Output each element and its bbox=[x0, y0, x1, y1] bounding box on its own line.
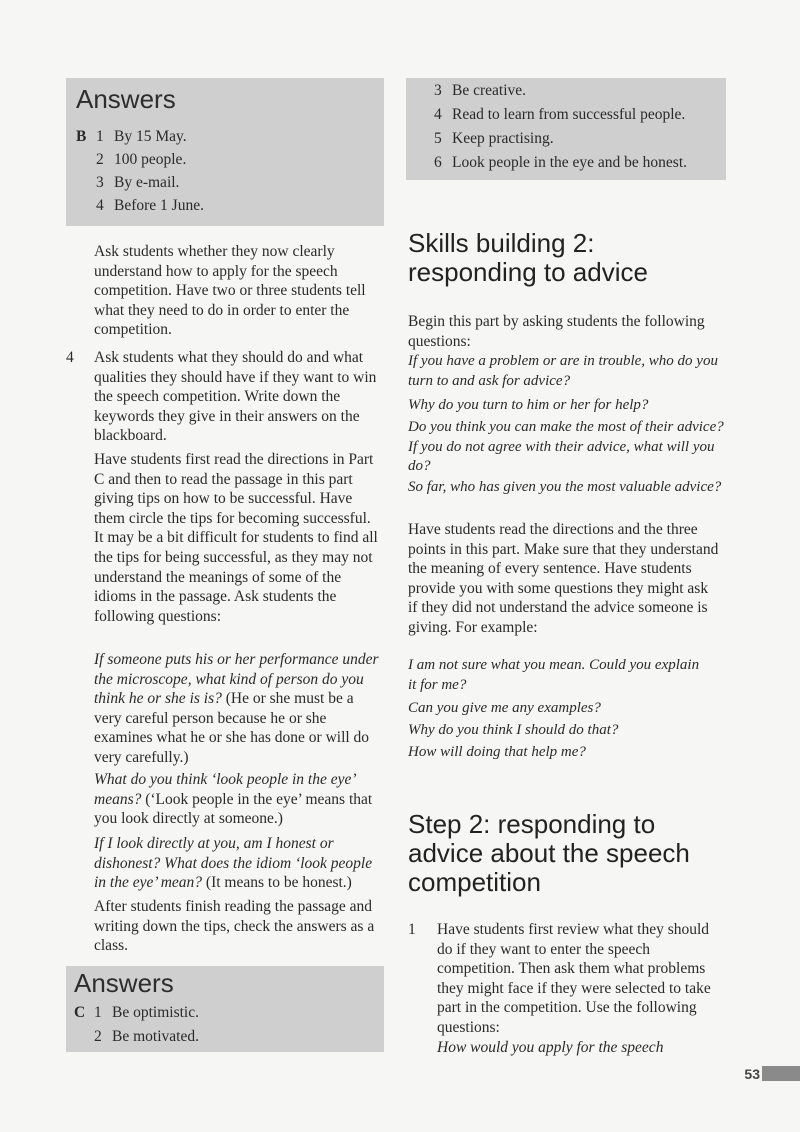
answer-section-label: B bbox=[76, 128, 87, 145]
question-advice-3: Do you think you can make the most of their advice? If you do not agree with their advice, what will you do? bbox=[408, 419, 724, 475]
section-heading-step-2: Step 2: responding to advice about the speech competition bbox=[408, 809, 690, 897]
answer-item: B 1 By 15 May. bbox=[76, 128, 187, 145]
paragraph-check-answers: After students finish reading the passage and writing down the tips, check the answers as a class. bbox=[94, 898, 375, 955]
answers-box-c-continued bbox=[406, 78, 726, 180]
answer-item: 4 Before 1 June. bbox=[96, 197, 204, 214]
question-apply: How would you apply for the speech bbox=[437, 1039, 664, 1056]
answers-box-c bbox=[66, 966, 384, 1052]
paragraph-directions: Have students read the directions and the three points in this part. Make sure that they understand the meaning of every sentence. Have students provide you with some questions they might ask if they did not understand the advice someone is giving. For example: bbox=[408, 521, 719, 636]
paragraph-part-c-directions: Have students first read the directions in Part C and then to read the passage in this part giving tips on how to be successful. Have them circle the tips for becoming successful. It may be a bit difficult for students to find all the tips for being successful, as they may not understand the meanings of some of the idioms in the passage. Ask students the following questions: bbox=[94, 451, 378, 625]
question-advice-1: If you have a problem or are in trouble, who do you turn to and ask for advice? bbox=[408, 353, 718, 389]
paragraph-review: Have students first review what they should do if they want to enter the speech competition. Then ask them what problems they might face if they were selected to take part in the competition. Use the following questions: bbox=[437, 921, 711, 1036]
answer-item: 4 Read to learn from successful people. bbox=[434, 106, 686, 123]
answers-title: Answers bbox=[74, 968, 174, 998]
answer-item: 3 By e-mail. bbox=[96, 174, 180, 191]
answer-item: 6 Look people in the eye and be honest. bbox=[434, 154, 688, 171]
paragraph-qualities: Ask students what they should do and what qualities they should have if they want to win the speech competition. Write down the keywords they give in their answers on the blackboard. bbox=[94, 349, 377, 445]
question-look-in-eye: What do you think ‘look people in the eye’ means? (‘Look people in the eye’ means that you look directly at someone.) bbox=[94, 771, 373, 828]
answer-item: 2 Be motivated. bbox=[94, 1028, 199, 1045]
example-question-4: How will doing that help me? bbox=[408, 744, 586, 760]
question-advice-2: Why do you turn to him or her for help? bbox=[408, 397, 649, 413]
answer-section-label: C bbox=[74, 1004, 86, 1021]
paragraph-check-understanding: Ask students whether they now clearly understand how to apply for the speech competition. Have two or three students tell what they need to do in order to enter the competition. bbox=[94, 243, 366, 339]
question-honest: If I look directly at you, am I honest or dishonest? What does the idiom ‘look people in the eye’ mean? (It means to be honest.) bbox=[94, 835, 373, 892]
item-number: 1 bbox=[408, 921, 416, 938]
item-number: 4 bbox=[66, 349, 74, 366]
example-question-1: I am not sure what you mean. Could you explain it for me? bbox=[408, 657, 700, 693]
example-question-2: Can you give me any examples? bbox=[408, 700, 601, 716]
answers-box-b bbox=[66, 78, 384, 226]
example-question-3: Why do you think I should do that? bbox=[408, 722, 619, 738]
section-heading-skills-building: Skills building 2: responding to advice bbox=[408, 228, 648, 287]
answer-item: 2 100 people. bbox=[96, 151, 187, 168]
page-number-bar bbox=[762, 1066, 800, 1081]
question-microscope: If someone puts his or her performance under the microscope, what kind of person do you think he or she is is? (He or she must be a very careful person because he or she examines what he or she has done or will do very carefully.) bbox=[94, 651, 379, 766]
page-number: 53 bbox=[744, 1066, 760, 1082]
answer-item: C 1 Be optimistic. bbox=[74, 1004, 199, 1021]
answer-item: 5 Keep practising. bbox=[434, 130, 554, 147]
answers-title: Answers bbox=[76, 84, 176, 114]
question-advice-4: So far, who has given you the most valuable advice? bbox=[408, 479, 722, 495]
paragraph-intro: Begin this part by asking students the following questions: bbox=[408, 313, 705, 350]
answer-item: 3 Be creative. bbox=[434, 82, 527, 99]
